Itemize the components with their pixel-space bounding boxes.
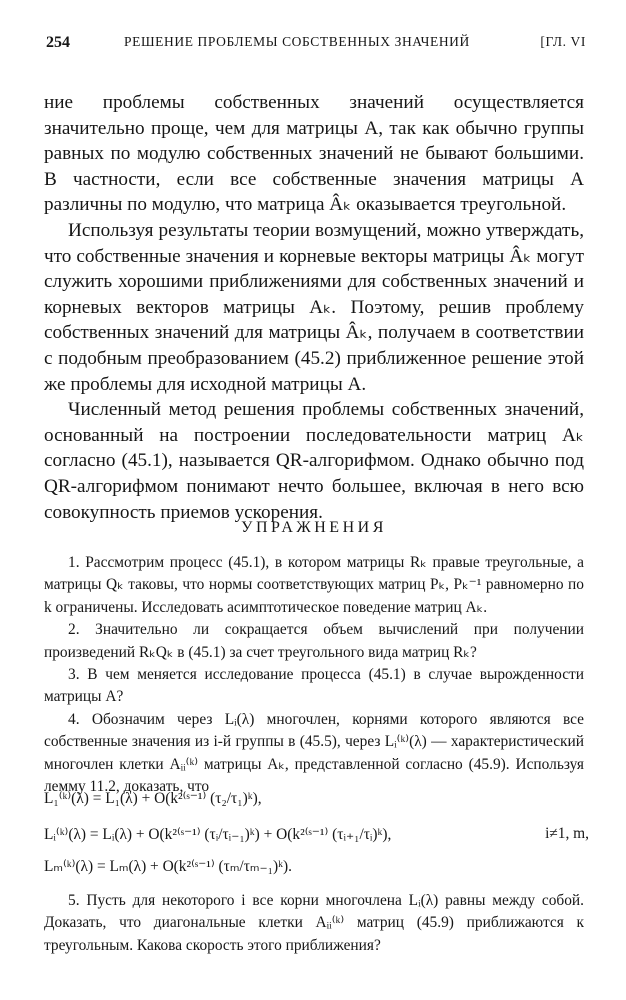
equation-2-text: Lᵢ⁽ᵏ⁾(λ) = Lᵢ(λ) + O(k²⁽ˢ⁻¹⁾ (τᵢ/τᵢ₋₁)ᵏ) + O(k²⁽ˢ⁻¹⁾ (τᵢ₊₁/τᵢ)ᵏ), [44, 826, 392, 843]
running-title: РЕШЕНИЕ ПРОБЛЕМЫ СОБСТВЕННЫХ ЗНАЧЕНИЙ [124, 34, 470, 49]
equation-1 [44, 789, 589, 808]
equation-2-condition: i≠1, m, [545, 825, 589, 842]
paragraph-3: Численный метод решения проблемы собственных значений, основанный на построении последовательности матриц Aₖ согласно (45.1), называется QR-алгорифмом. Однако обычно под QR-алгорифмом понимают нечто большее, включая в него всю совокупность приемов ускорения. [44, 399, 584, 523]
paragraph-1: ние проблемы собственных значений осуществляется значительно проще, чем для матрицы A, так как обычно группы равных по модулю собственных значений не бывают большими. В частности, если все собственные значения матрицы A различны по модулю, что матрица Âₖ оказывается треугольной. [44, 92, 584, 216]
equation-3-text: Lₘ⁽ᵏ⁾(λ) = Lₘ(λ) + O(k²⁽ˢ⁻¹⁾ (τₘ/τₘ₋₁)ᵏ). [44, 858, 292, 875]
exercise-2: 2. Значительно ли сокращается объем вычислений при получении произведений RₖQₖ в (45.1) за счет треугольного вида матриц Rₖ? [44, 621, 584, 661]
chapter-marker: [ГЛ. VI [540, 34, 586, 49]
running-header [46, 30, 586, 54]
equation-1-text: L₁⁽ᵏ⁾(λ) = L₁(λ) + O(k²⁽ˢ⁻¹⁾ (τ₂/τ₁)ᵏ), [44, 790, 262, 807]
exercise-3: 3. В чем меняется исследование процесса (45.1) в случае вырожденности матрицы A? [44, 666, 584, 706]
exercise-4: 4. Обозначим через Lᵢ(λ) многочлен, корнями которого являются все собственные значения из i-й группы в (45.5), через Lᵢ⁽ᵏ⁾(λ) — характеристический многочлен клетки Aᵢᵢ⁽ᵏ⁾ матрицы Aₖ, представленной согласно (45.9). Используя лемму 11.2, доказать, что [44, 710, 584, 796]
paragraph-2: Используя результаты теории возмущений, можно утверждать, что собственные значения и корневые векторы матрицы Âₖ могут служить хорошими приближениями для собственных значений и корневых векторов матрицы Aₖ. Поэтому, решив проблему собственных значений для матрицы Âₖ, получаем в соответствии с подобным преобразованием (45.2) приближенное решение этой же проблемы для исходной матрицы A. [44, 219, 584, 395]
exercise-5-block [44, 890, 584, 957]
exercise-5: 5. Пусть для некоторого i все корни многочлена Lᵢ(λ) равны между собой. Доказать, что диагональные клетки Aᵢᵢ⁽ᵏ⁾ матриц (45.9) приближаются к треугольным. Какова скорость этого приближения? [44, 892, 584, 954]
page-number: 254 [46, 34, 70, 51]
exercises-heading: УПРАЖНЕНИЯ [241, 519, 387, 536]
equation-3 [44, 857, 589, 876]
equation-2 [44, 825, 589, 844]
main-text [44, 90, 584, 525]
exercises-list [44, 552, 584, 798]
exercise-1: 1. Рассмотрим процесс (45.1), в котором матрицы Rₖ правые треугольные, а матрицы Qₖ таковы, что нормы соответствующих матриц Pₖ, Pₖ⁻¹ равномерно по k ограничены. Исследовать асимптотическое поведение матриц Aₖ. [44, 554, 584, 616]
